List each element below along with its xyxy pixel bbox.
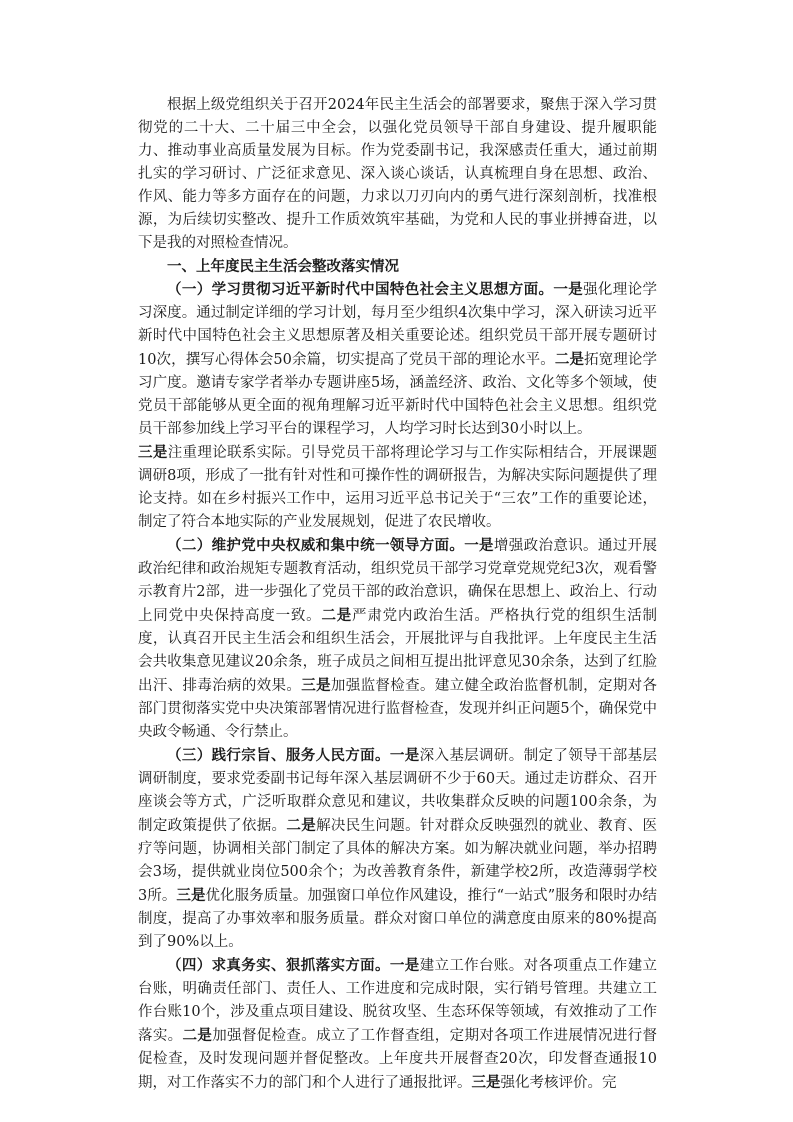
body-text: 强化理论学习深度。通过制定详细的学习计划，每月至少组织4次集中学习，深入研读习近平新时代中国特色社会主义思想原著及相关重要论述。组织党员干部开展专题研讨10次，撰写心得体会50余篇，切实提高了党员干部的理论水平。: [138, 282, 657, 368]
body-text: 加强监督检查。建立健全政治监督机制，定期对各部门贯彻落实党中央决策部署情况进行监督检查，发现并纠正问题5个，确保党中央政令畅通、令行禁止。: [138, 678, 658, 740]
lead-marker: 一是: [389, 747, 420, 764]
intro-paragraph: 根据上级党组织关于召开2024年民主生活会的部署要求，聚焦于深入学习贯彻党的二十大、二十届三中全会，以强化党员领导干部自身建设、提升履职能力、推动事业高质量发展为目标。作为党委副书记，我深感责任重大，通过前期扎实的学习研讨、广泛征求意见、深入谈心谈话，认真梳理自身在思想、政治、作风、能力等多方面存在的问题，力求以刀刃向内的勇气进行深刻剖析，找准根源，为后续切实整改、提升工作质效筑牢基础，为党和人民的事业拼搏奋进，以下是我的对照检查情况。: [138, 97, 657, 251]
section-paragraph-2: [138, 534, 657, 744]
body-text: 注重理论联系实际。引导党员干部将理论学习与工作实际相结合，开展课题调研8项，形成了一批有针对性和可操作性的调研报告，为解决实际问题提供了理论支持。如在乡村振兴工作中，运用习近平总书记关于“三农”工作的重要论述，制定了符合本地实际的产业发展规划，促进了农民增收。: [138, 445, 658, 530]
body-text: 优化服务质量。加强窗口单位作风建设，推行“一站式”服务和限时办结制度，提高了办事效率和服务质量。群众对窗口单位的满意度由原来的80%提高到了90%以上。: [138, 888, 657, 950]
lead-marker: 二是: [321, 607, 353, 624]
lead-marker: 二是: [182, 1027, 213, 1044]
lead-marker: 三是: [471, 1074, 501, 1091]
lead-marker: 二是: [286, 817, 317, 834]
body-text: 严肃党内政治生活。严格执行党的组织生活制度，认真召开民主生活会和组织生活会，开展批评与自我批评。上年度民主生活会共收集意见建议20余条，班子成员之间相互提出批评意见30余条，达到了红脸出汗、排毒治病的效果。: [138, 608, 658, 694]
section-paragraph-1: [138, 278, 657, 534]
body-text: 解决民生问题。针对群众反映强烈的就业、教育、医疗等问题，协调相关部门制定了具体的解决方案。如为解决就业问题，举办招聘会3场，提供就业岗位500余个；为改善教育条件，新建学校2所，改造薄弱学校3所。: [138, 818, 658, 904]
subsection-title: （四）求真务实、狠抓落实方面。: [167, 957, 390, 974]
subsection-title: （二）维护党中央权威和集中统一领导方面。: [167, 537, 465, 554]
body-text: 增强政治意识。通过开展政治纪律和政治规矩专题教育活动，组织党员干部学习党章党规党纪3次，观看警示教育片2部，进一步强化了党员干部的政治意识，确保在思想上、政治上、行动上同党中央保持高度一致。: [138, 538, 657, 624]
lead-marker: 一是: [553, 281, 584, 298]
section-paragraph-3: [138, 744, 657, 954]
subsection-title: （三）践行宗旨、服务人民方面。: [167, 747, 390, 764]
subsection-title: （一）学习贯彻习近平新时代中国特色社会主义思想方面。: [167, 281, 554, 298]
section-paragraph-4: [138, 954, 657, 1095]
lead-marker: 一是: [389, 957, 420, 974]
document-body: [138, 94, 657, 1095]
lead-marker: 三是: [301, 677, 331, 694]
body-text: 建立工作台账。对各项重点工作建立台账，明确责任部门、责任人、工作进度和完成时限，实行销号管理。共建立工作台账10个，涉及重点项目建设、脱贫攻坚、生态环保等领域，有效推动了工作落实。: [138, 958, 657, 1044]
body-text: 深入基层调研。制定了领导干部基层调研制度，要求党委副书记每年深入基层调研不少于60天。通过走访群众、召开座谈会等方式，广泛听取群众意见和建议，共收集群众反映的问题100余条，为制定政策提供了依据。: [138, 748, 657, 834]
section-heading-1: 一、上年度民主生活会整改落实情况: [167, 258, 399, 275]
body-text: 拓宽理论学习广度。邀请专家学者举办专题讲座5场，涵盖经济、政治、文化等多个领域，使党员干部能够从更全面的视角理解习近平新时代中国特色社会主义思想。组织党员干部参加线上学习平台的课程学习，人均学习时长达到30小时以上。: [138, 352, 658, 437]
lead-marker: 三是: [176, 887, 206, 904]
body-text: 加强督促检查。成立了工作督查组，定期对各项工作进展情况进行督促检查，及时发现问题并督促整改。上年度共开展督查20次，印发督查通报10期，对工作落实不力的部门和个人进行了通报批评。: [138, 1028, 658, 1091]
body-text: 强化考核评价。完: [500, 1075, 617, 1091]
lead-marker: 二是: [554, 351, 585, 368]
lead-marker: 一是: [464, 537, 494, 554]
lead-marker: 三是: [138, 444, 168, 461]
